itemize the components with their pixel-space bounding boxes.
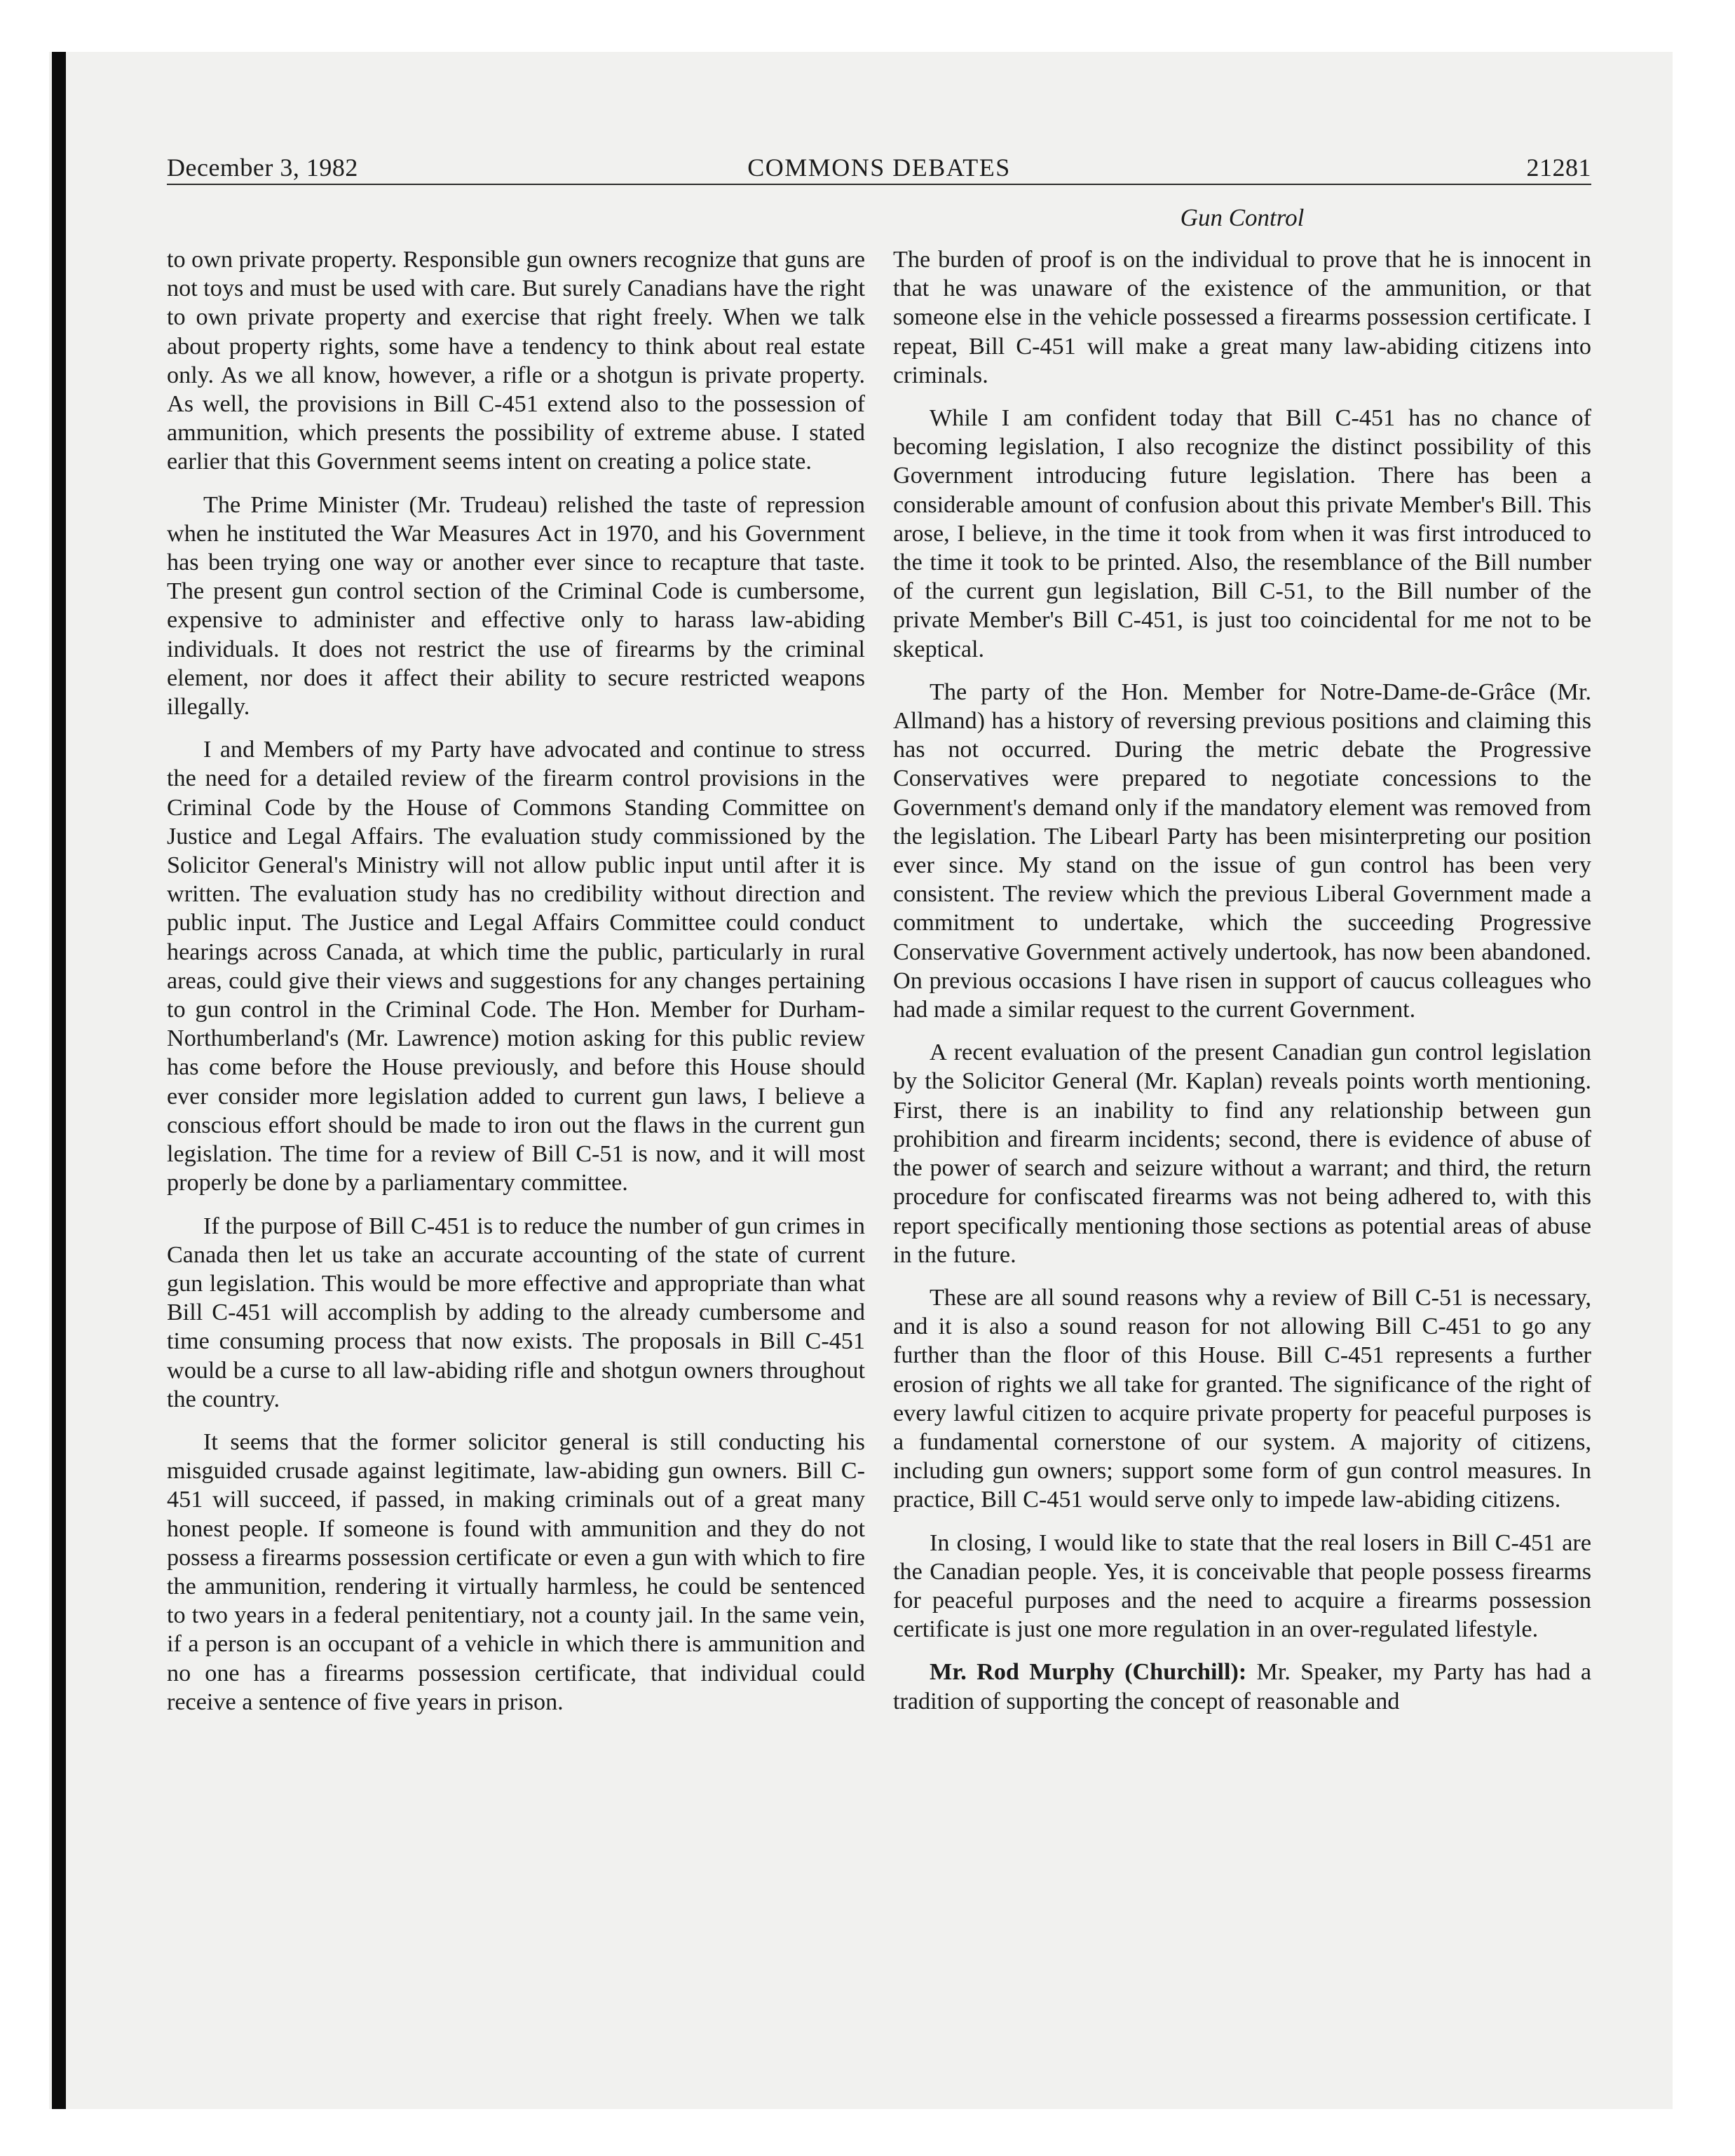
paragraph: If the purpose of Bill C-451 is to reduce the number of gun crimes in Canada then let us take an accurate accounting of the state of current gun legislation. This would be more effective and appropriate than what Bill C-451 will accomplish by adding to the already cumbersome and time consuming process that now exists. The proposals in Bill C-451 would be a curse to all law-abiding rifle and shotgun owners throughout the country.	[167, 1213, 865, 1412]
page-header	[167, 150, 1591, 185]
running-head: Gun Control	[1180, 204, 1305, 231]
speech-text: Mr. Speaker, my Party has had a tradition of supporting the concept of reasonable and	[893, 1659, 1591, 1714]
header-page-number: 21281	[1526, 153, 1591, 182]
paragraph: The Prime Minister (Mr. Trudeau) relished the taste of repression when he instituted the War Measures Act in 1970, and his Government has been trying one way or another ever since to recapture that taste. The present gun control section of the Criminal Code is cumbersome, expensive to administer and effective only to harass law-abiding individuals. It does not restrict the use of firearms by the criminal element, nor does it affect their ability to secure restricted weapons illegally.	[167, 491, 865, 721]
header-date: December 3, 1982	[167, 153, 358, 182]
paragraph: The party of the Hon. Member for Notre-Dame-de-Grâce (Mr. Allmand) has a history of reversing previous positions and claiming this has not occurred. During the metric debate the Progressive Conservatives were prepared to negotiate concessions to the Government's demand only if the mandatory element was removed from the legislation. The Libearl Party has been misinterpreting our position ever since. My stand on the issue of gun control has been very consistent. The review which the previous Liberal Government made a commitment to undertake, which the succeeding Progressive Conservative Government actively undertook, has now been abandoned. On previous occasions I have risen in support of caucus colleagues who had made a similar request to the current Government.	[893, 678, 1591, 1023]
paragraph: It seems that the former solicitor general is still conducting his misguided crusade against legitimate, law-abiding gun owners. Bill C-451 will succeed, if passed, in making criminals out of a great many honest people. If someone is found with ammunition and they do not possess a firearms possession certificate or even a gun with which to fire the ammunition, rendering it virtually harmless, he could be sentenced to two years in a federal penitentiary, not a county jail. In the same vein, if a person is an occupant of a vehicle in which there is ammunition and no one has a firearms possession certificate, that individual could receive a sentence of five years in prison.	[167, 1428, 865, 1715]
scan-binding-edge	[52, 52, 66, 2109]
right-column	[893, 245, 1591, 1730]
left-column	[167, 245, 865, 1731]
paragraph: These are all sound reasons why a review of Bill C-51 is necessary, and it is also a sound reason for not allowing Bill C-451 to go any further than the floor of this House. Bill C-451 represents a further erosion of rights we all take for granted. The significance of the right of every lawful citizen to acquire private property for peaceful purposes is a fundamental cornerstone of our system. A majority of citizens, including gun owners; support some form of gun control measures. In practice, Bill C-451 would serve only to impede law-abiding citizens.	[893, 1284, 1591, 1513]
speech-paragraph	[893, 1658, 1591, 1715]
paragraph: The burden of proof is on the individual to prove that he is innocent in that he was unaware of the existence of the ammunition, or that someone else in the vehicle possessed a firearms possession certificate. I repeat, Bill C-451 will make a great many law-abiding citizens into criminals.	[893, 247, 1591, 388]
paragraph: A recent evaluation of the present Canadian gun control legislation by the Solicitor General (Mr. Kaplan) reveals points worth mentioning. First, there is an inability to find any relationship between gun prohibition and firearm incidents; second, there is evidence of abuse of the power of search and seizure without a warrant; and third, the return procedure for confiscated firearms was not being adhered to, with this report specifically mentioning those sections as potential areas of abuse in the future.	[893, 1039, 1591, 1268]
header-publication-title: COMMONS DEBATES	[747, 153, 1011, 182]
paragraph: While I am confident today that Bill C-451 has no chance of becoming legislation, I also recognize the distinct possibility of this Government introducing future legislation. There has been a considerable amount of confusion about this private Member's Bill. This arose, I believe, in the time it took from when it was first introduced to the time it took to be printed. Also, the resemblance of the Bill number of the current gun legislation, Bill C-51, to the Bill number of the private Member's Bill C-451, is just too coincidental for me not to be skeptical.	[893, 405, 1591, 662]
paragraph: I and Members of my Party have advocated and continue to stress the need for a detailed review of the firearm control provisions in the Criminal Code by the House of Commons Standing Committee on Justice and Legal Affairs. The evaluation study commissioned by the Solicitor General's Ministry will not allow public input until after it is written. The evaluation study has no credibility without direction and public input. The Justice and Legal Affairs Committee could conduct hearings across Canada, at which time the public, particularly in rural areas, could give their views and suggestions for any changes pertaining to gun control in the Criminal Code. The Hon. Member for Durham-Northumberland's (Mr. Lawrence) motion asking for this public review has come before the House previously, and before this House should ever consider more legislation added to current gun laws, I believe a conscious effort should be made to iron out the flaws in the current gun legislation. The time for a review of Bill C-51 is now, and it will most properly be done by a parliamentary committee.	[167, 737, 865, 1196]
header-rule	[167, 184, 1591, 185]
paragraph: In closing, I would like to state that the real losers in Bill C-451 are the Canadian people. Yes, it is conceivable that people possess firearms for peaceful purposes and the need to acquire a firearms possession certificate is just one more regulation in an over-regulated lifestyle.	[893, 1529, 1591, 1643]
speaker-name: Mr. Rod Murphy (Churchill):	[930, 1659, 1247, 1686]
paragraph: to own private property. Responsible gun owners recognize that guns are not toys and must be used with care. But surely Canadians have the right to own private property and exercise that right freely. When we talk about property rights, some have a tendency to think about real estate only. As we all know, however, a rifle or a shotgun is private property. As well, the provisions in Bill C-451 extend also to the possession of ammunition, which presents the possibility of extreme abuse. I stated earlier that this Government seems intent on creating a police state.	[167, 247, 865, 475]
